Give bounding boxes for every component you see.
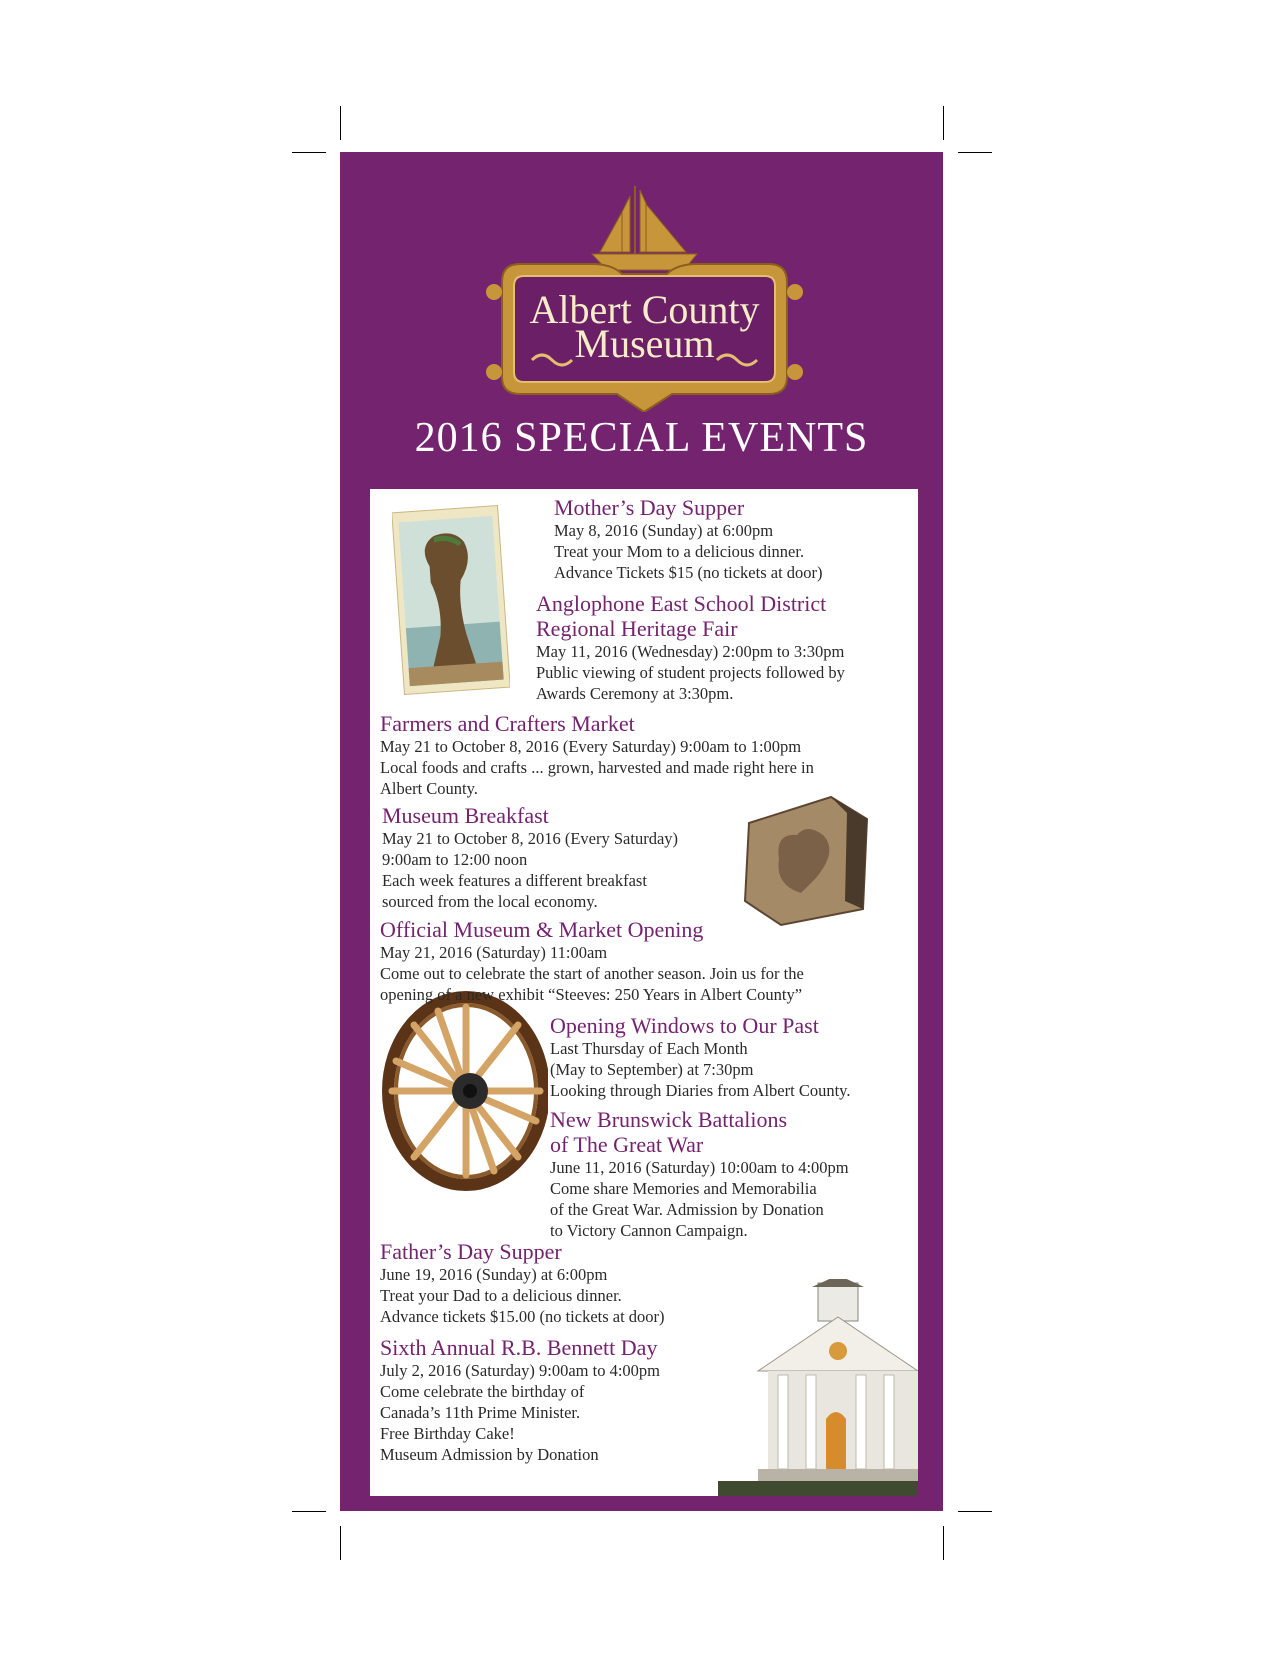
event-detail: opening of a new exhibit “Steeves: 250 Years in Albert County” xyxy=(380,985,803,1004)
event-detail: Looking through Diaries from Albert County. xyxy=(550,1081,851,1100)
event-date: May 21, 2016 (Saturday) 11:00am xyxy=(380,943,608,962)
museum-logo xyxy=(472,182,817,412)
event-date: May 11, 2016 (Wednesday) 2:00pm to 3:30pm xyxy=(536,642,845,661)
event-title: Regional Heritage Fair xyxy=(536,616,738,641)
event-detail: Albert County. xyxy=(380,779,478,798)
logo-title-line2: Museum xyxy=(574,321,715,366)
hopewell-rocks-postcard-image xyxy=(392,505,510,695)
logo-title-line1: Albert County xyxy=(529,287,760,332)
event-detail: Public viewing of student projects followed by xyxy=(536,663,845,682)
event-mothers-day xyxy=(554,495,823,583)
event-title: Museum Breakfast xyxy=(382,803,549,828)
crop-mark xyxy=(340,106,341,140)
crop-mark xyxy=(292,1511,326,1512)
event-date: May 21 to October 8, 2016 (Every Saturday) 9:00am to 1:00pm xyxy=(380,737,802,756)
event-detail: Treat your Mom to a delicious dinner. xyxy=(554,542,805,561)
event-heritage-fair xyxy=(536,591,845,704)
event-official-opening xyxy=(380,917,804,1005)
crop-mark xyxy=(958,152,992,153)
event-date: June 11, 2016 (Saturday) 10:00am to 4:00pm xyxy=(550,1158,849,1177)
event-detail: Local foods and crafts ... grown, harvested and made right here in xyxy=(380,758,814,777)
events-list xyxy=(370,489,918,1496)
crop-mark xyxy=(340,1526,341,1560)
event-detail: Museum Admission by Donation xyxy=(380,1445,599,1464)
event-date: May 8, 2016 (Sunday) at 6:00pm xyxy=(554,521,774,540)
event-rb-bennett-day xyxy=(380,1335,660,1465)
event-title: Sixth Annual R.B. Bennett Day xyxy=(380,1335,658,1360)
event-detail: Advance Tickets $15 (no tickets at door) xyxy=(554,563,823,582)
event-detail: Come celebrate the birthday of xyxy=(380,1382,585,1401)
event-detail: Advance tickets $15.00 (no tickets at door) xyxy=(380,1307,665,1326)
crop-mark xyxy=(943,106,944,140)
event-detail: (May to September) at 7:30pm xyxy=(550,1060,754,1079)
event-detail: Come share Memories and Memorabilia xyxy=(550,1179,817,1198)
event-detail: sourced from the local economy. xyxy=(382,892,598,911)
event-title: Father’s Day Supper xyxy=(380,1239,562,1264)
rack-card-panel xyxy=(340,152,943,1511)
event-detail: 9:00am to 12:00 noon xyxy=(382,850,528,869)
event-museum-breakfast xyxy=(382,803,678,912)
event-title: Official Museum & Market Opening xyxy=(380,917,704,942)
event-detail: Free Birthday Cake! xyxy=(380,1424,515,1443)
event-fathers-day xyxy=(380,1239,665,1327)
event-detail: Awards Ceremony at 3:30pm. xyxy=(536,684,734,703)
event-opening-windows xyxy=(550,1013,850,1101)
page-title: 2016 SPECIAL EVENTS xyxy=(414,415,869,461)
crop-mark xyxy=(943,1526,944,1560)
event-title: Opening Windows to Our Past xyxy=(550,1013,819,1038)
wooden-butter-mold-image xyxy=(735,789,875,929)
event-detail: of the Great War. Admission by Donation xyxy=(550,1200,824,1219)
event-detail: Come out to celebrate the start of another season. Join us for the xyxy=(380,964,804,983)
event-detail: Each week features a different breakfast xyxy=(382,871,647,890)
event-title: Farmers and Crafters Market xyxy=(380,711,635,736)
event-title: of The Great War xyxy=(550,1132,704,1157)
event-detail: to Victory Cannon Campaign. xyxy=(550,1221,748,1240)
crop-mark xyxy=(292,152,326,153)
event-detail: Treat your Dad to a delicious dinner. xyxy=(380,1286,622,1305)
crop-mark xyxy=(958,1511,992,1512)
event-date: June 19, 2016 (Sunday) at 6:00pm xyxy=(380,1265,608,1284)
event-nb-battalions xyxy=(550,1107,849,1241)
event-date: July 2, 2016 (Saturday) 9:00am to 4:00pm xyxy=(380,1361,661,1380)
event-title: Mother’s Day Supper xyxy=(554,495,745,520)
event-date: Last Thursday of Each Month xyxy=(550,1039,748,1058)
event-farmers-market xyxy=(380,711,814,799)
wagon-wheel-image xyxy=(382,991,548,1191)
event-detail: Canada’s 11th Prime Minister. xyxy=(380,1403,581,1422)
event-title: Anglophone East School District xyxy=(536,591,827,616)
event-title: New Brunswick Battalions xyxy=(550,1107,788,1132)
event-date: May 21 to October 8, 2016 (Every Saturday) xyxy=(382,829,679,848)
